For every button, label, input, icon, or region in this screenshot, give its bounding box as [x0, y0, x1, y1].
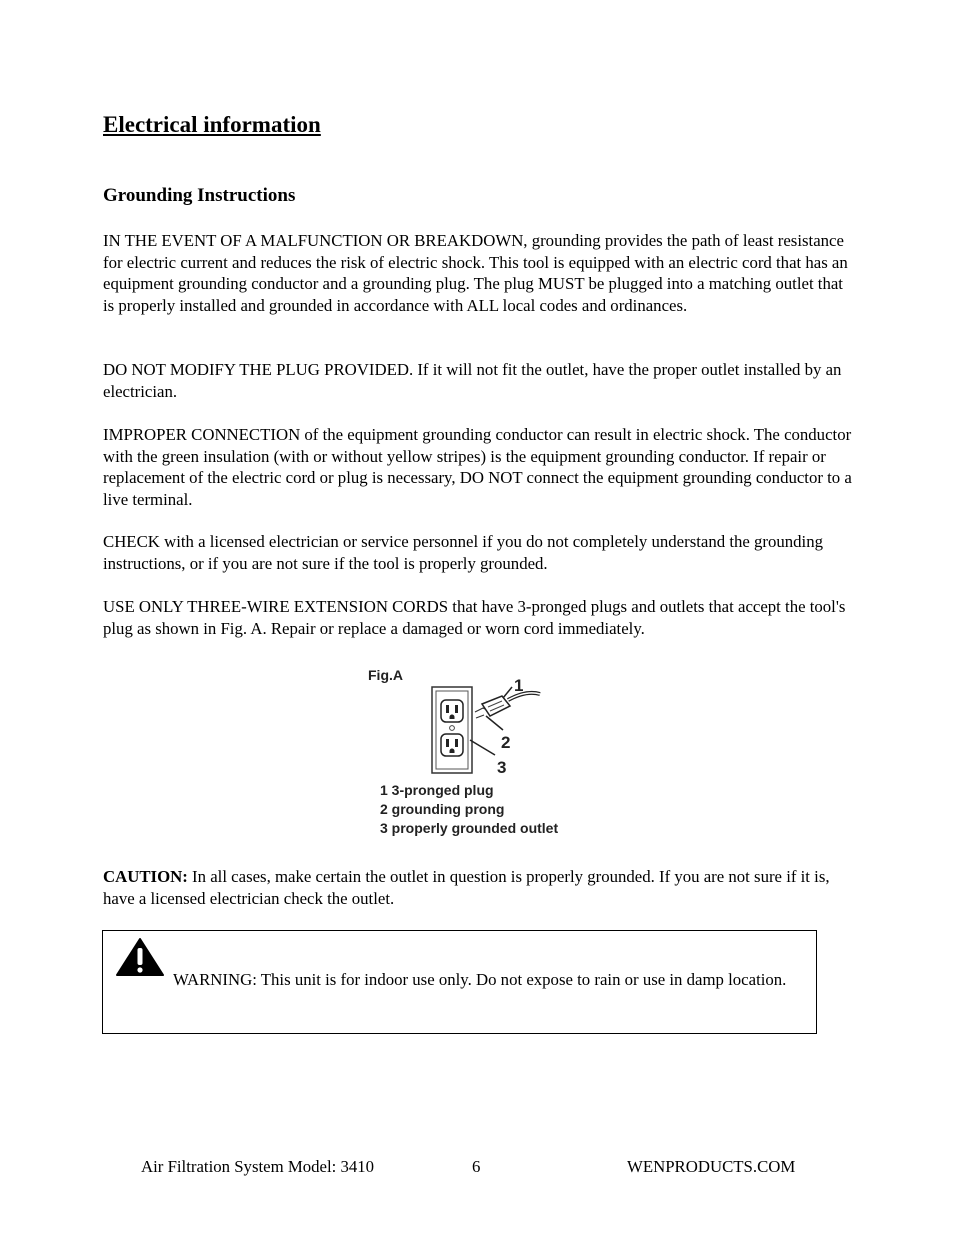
callout-3-arrow [470, 740, 495, 755]
callout-1-arrow [503, 687, 512, 698]
paragraph-malfunction: IN THE EVENT OF A MALFUNCTION OR BREAKDOWN, grounding provides the path of least resistance for electric current and reduces the risk of electric shock. This tool is equipped with an electric cord that has an equipment grounding conductor and a grounding plug. The plug MUST be plugged into a matching outlet that is properly installed and grounded in accordance with ALL local codes and ordinances. [103, 231, 848, 315]
legend-item-grounding-prong: 2 grounding prong [380, 801, 505, 817]
legend-item-plug: 1 3-pronged plug [380, 782, 494, 798]
callout-2-label: 2 [501, 733, 511, 752]
paragraph-check: CHECK with a licensed electrician or service personnel if you do not completely understand the grounding instructions, or if you are not sure if the tool is properly grounded. [103, 532, 823, 573]
caution-paragraph [103, 866, 853, 909]
footer-page-number: 6 [472, 1157, 481, 1176]
callout-3-label: 3 [497, 758, 507, 777]
warning-box [102, 930, 817, 1034]
paragraph-improper-connection: IMPROPER CONNECTION of the equipment grounding conductor can result in electric shock. The conductor with the green insulation (with or without yellow stripes) is the equipment grounding conductor. If repair or replacement of the electric cord or plug is necessary, DO NOT connect the equipment grounding conductor to a live terminal. [103, 425, 852, 509]
callout-1-label: 1 [514, 676, 524, 695]
plug-body-icon [482, 696, 510, 716]
caution-label: CAUTION: [103, 867, 188, 886]
paragraph-extension-cords: USE ONLY THREE-WIRE EXTENSION CORDS that have 3-pronged plugs and outlets that accept the tool's plug as shown in Fig. A. Repair or replace a damaged or worn cord immediately. [103, 597, 846, 638]
caution-text: In all cases, make certain the outlet in question is properly grounded. If you are not sure if it is, have a licensed electrician check the outlet. [103, 867, 830, 908]
figure-label: Fig.A [368, 667, 403, 683]
footer-website: WENPRODUCTS.COM [627, 1157, 796, 1176]
callout-2-arrow [486, 716, 503, 730]
paragraph-do-not-modify: DO NOT MODIFY THE PLUG PROVIDED. If it will not fit the outlet, have the proper outlet installed by an electrician. [103, 360, 842, 401]
page-heading: Electrical information [103, 112, 321, 137]
figure-a-outlet-diagram [360, 660, 600, 845]
legend-item-grounded-outlet: 3 properly grounded outlet [380, 820, 559, 836]
section-subheading: Grounding Instructions [103, 185, 296, 206]
footer-model: Air Filtration System Model: 3410 [141, 1157, 375, 1176]
warning-text: WARNING: This unit is for indoor use only. Do not expose to rain or use in damp location. [173, 970, 787, 989]
